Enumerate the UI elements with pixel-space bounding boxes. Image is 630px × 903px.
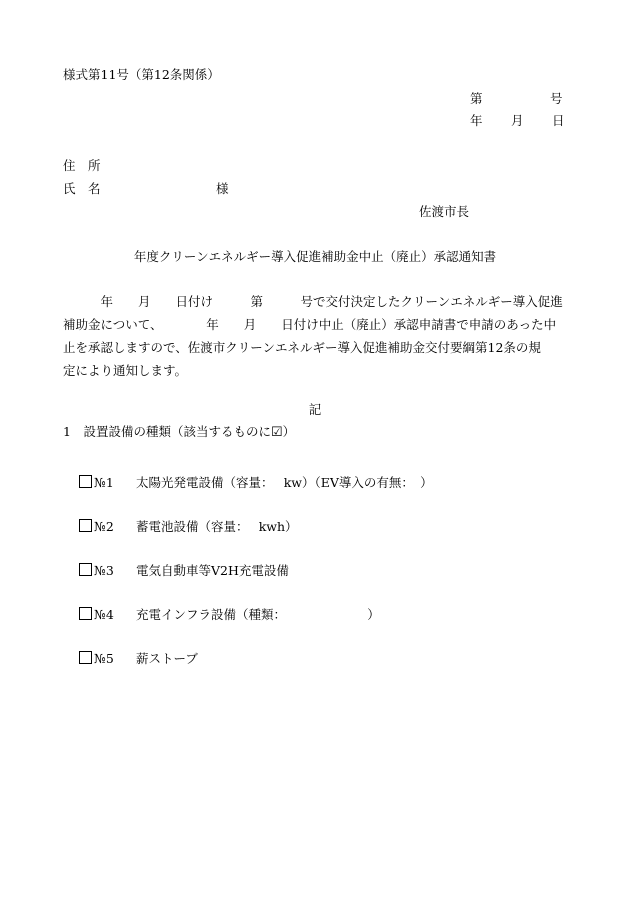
checkbox-icon[interactable] — [79, 563, 92, 576]
item-heading-text: 1 設置設備の種類（該当するものに — [63, 424, 271, 439]
item-heading-close: ） — [282, 424, 296, 439]
equipment-item — [79, 561, 433, 580]
form-number: 様式第11号（第12条関係） — [63, 67, 220, 82]
body-line: 補助金について、 年 月 日付け中止（廃止）承認申請書で申請のあった中 — [63, 317, 557, 332]
equipment-number: №2 — [94, 519, 114, 534]
item-heading — [63, 426, 295, 439]
equipment-number: №3 — [94, 563, 114, 578]
checkbox-icon[interactable] — [79, 475, 92, 488]
equipment-label: 蓄電池設備（容量： kwh） — [136, 519, 298, 534]
checkbox-icon[interactable] — [79, 519, 92, 532]
equipment-label: 太陽光発電設備（容量： kw）（EV導入の有無： ） — [136, 475, 433, 490]
equipment-item — [79, 517, 433, 536]
equipment-number: №1 — [94, 475, 114, 490]
body-line: 年 月 日付け 第 号で交付決定したクリーンエネルギー導入促進 — [63, 294, 563, 309]
body-text — [63, 290, 567, 382]
recipient-address-label: 住 所 — [63, 158, 101, 173]
recipient-name-label: 氏 名 — [63, 181, 101, 196]
document-number — [470, 93, 563, 106]
body-line: 止を承認しますので、佐渡市クリーンエネルギー導入促進補助金交付要綱第12条の規 — [63, 340, 541, 355]
date-day: 日 — [552, 113, 565, 128]
body-line: 定により通知します。 — [63, 363, 188, 378]
equipment-label: 電気自動車等V2H充電設備 — [136, 563, 289, 578]
checked-box-icon: ☑ — [270, 425, 283, 440]
equipment-label: 充電インフラ設備（種類： ） — [136, 607, 380, 622]
recipient-honorific: 様 — [216, 181, 229, 196]
document-number-suffix: 号 — [550, 91, 563, 106]
document-date — [470, 115, 565, 128]
date-year: 年 — [470, 113, 483, 128]
equipment-item — [79, 649, 433, 668]
equipment-item — [79, 473, 433, 492]
date-month: 月 — [511, 113, 524, 128]
ki-heading: 記 — [308, 402, 322, 417]
equipment-item — [79, 605, 433, 624]
document-number-prefix: 第 — [470, 91, 483, 106]
equipment-number: №4 — [94, 607, 114, 622]
document-title: 年度クリーンエネルギー導入促進補助金中止（廃止）承認通知書 — [133, 249, 497, 264]
checkbox-icon[interactable] — [79, 607, 92, 620]
checkbox-icon[interactable] — [79, 651, 92, 664]
issuer: 佐渡市長 — [419, 204, 470, 219]
equipment-number: №5 — [94, 651, 114, 666]
equipment-list — [79, 448, 433, 681]
recipient-name-row — [63, 183, 229, 196]
equipment-label: 薪ストーブ — [136, 651, 198, 666]
